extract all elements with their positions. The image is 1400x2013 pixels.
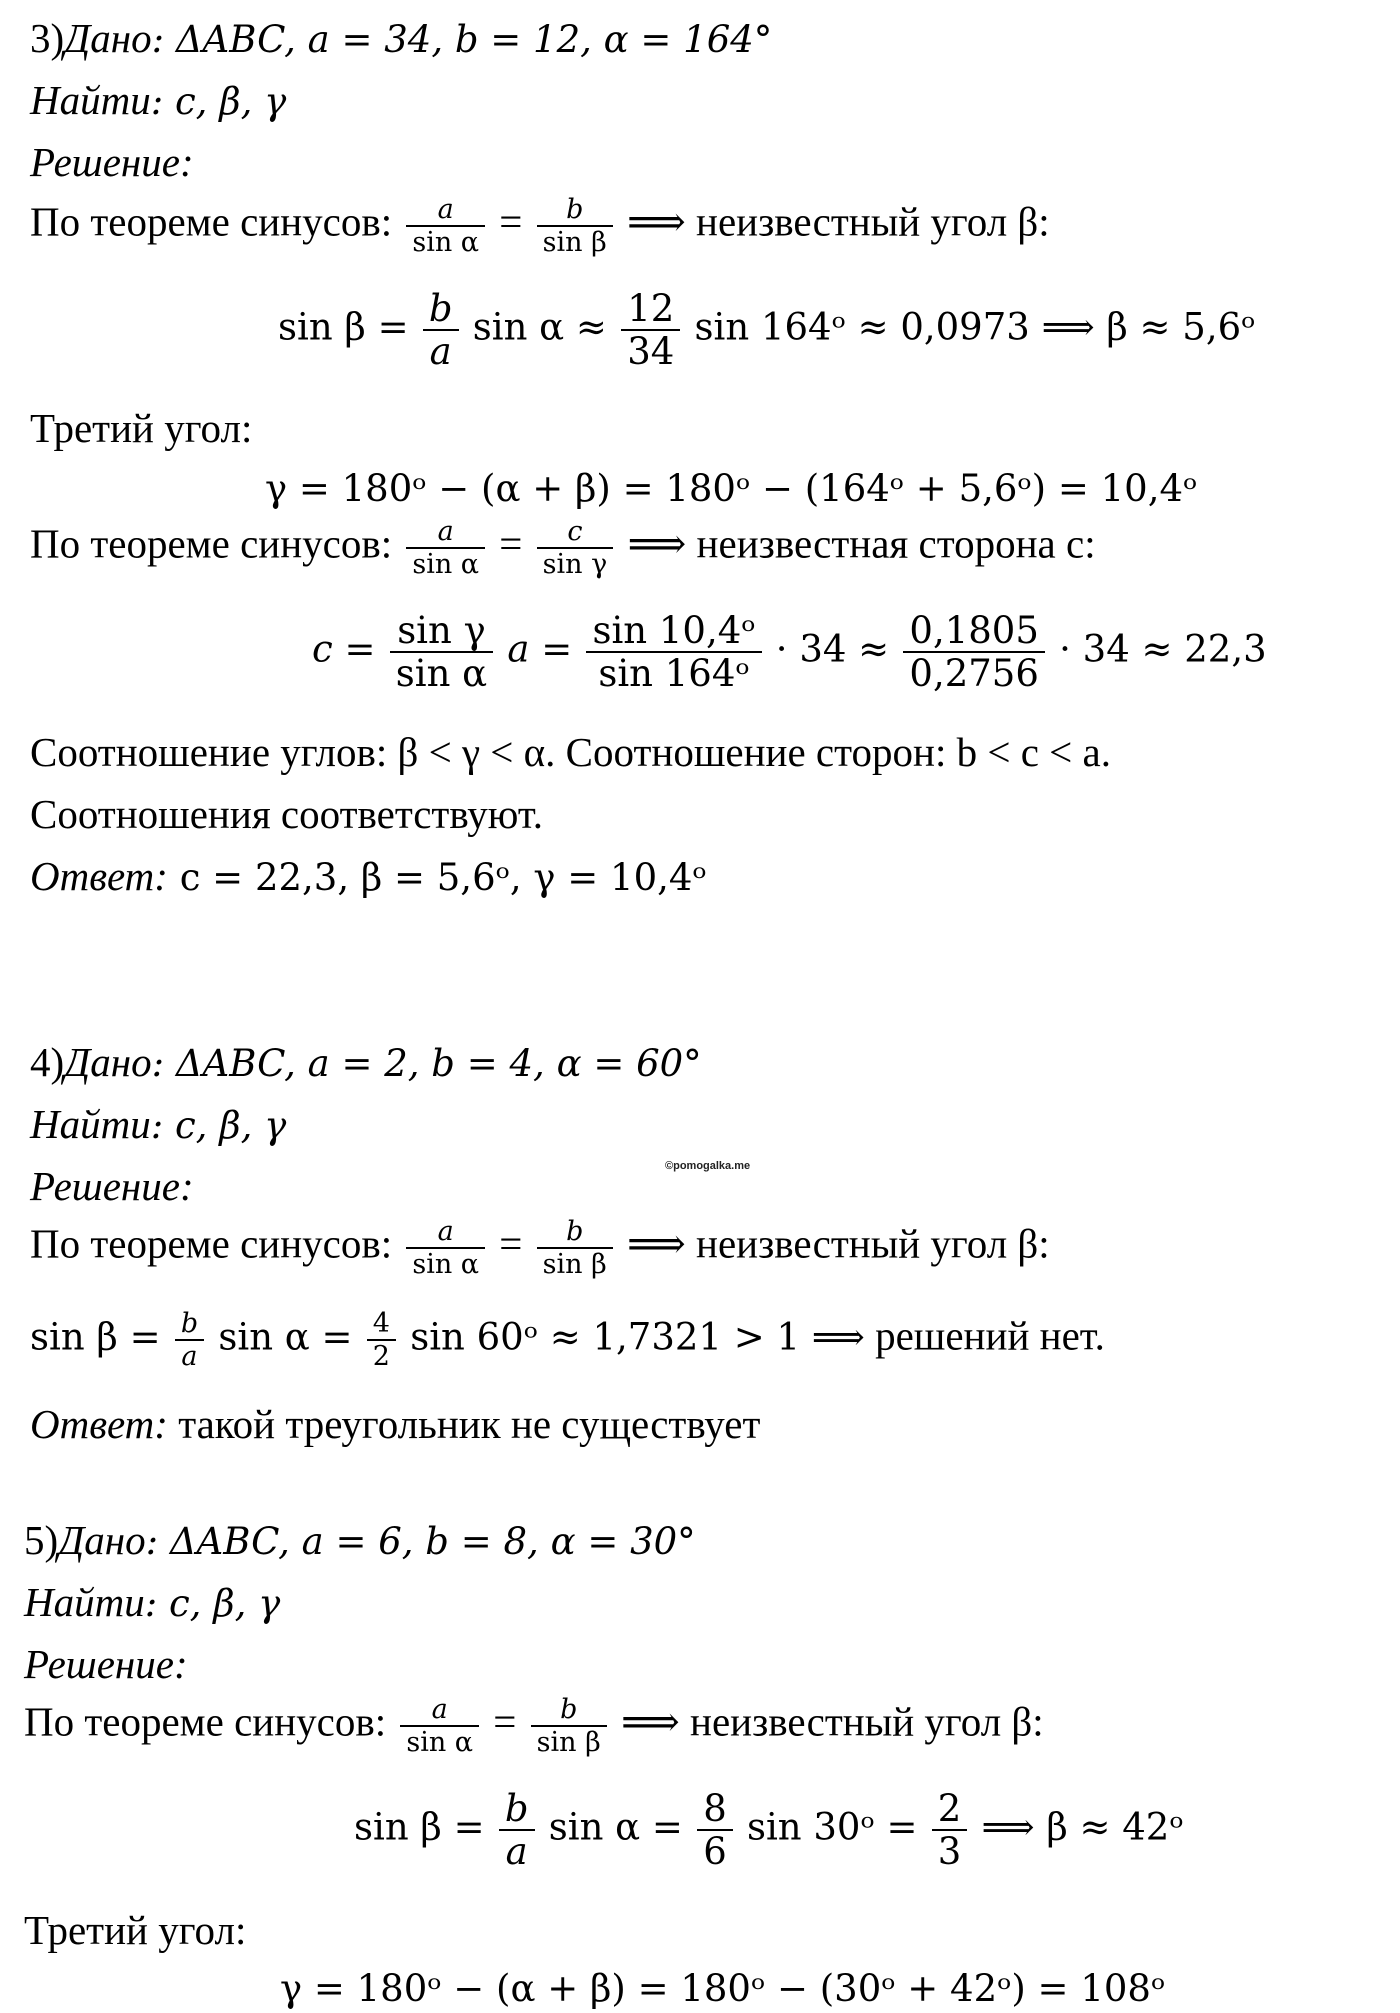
p5-law-prefix: По теореме синусов:: [24, 1698, 397, 1745]
fraction: [400, 1696, 479, 1756]
p3-law2-prefix: По теореме синусов:: [30, 520, 403, 567]
p3-law-prefix: По теореме синусов:: [30, 198, 403, 245]
p3-given-label: Дано: [64, 15, 152, 61]
fraction-denominator: 34: [627, 330, 675, 373]
p4-answer: [30, 1401, 761, 1447]
fraction: [903, 609, 1044, 695]
p3-answer-values: c = 22,3, β = 5,6ᵒ, γ = 10,4ᵒ: [167, 856, 707, 899]
fraction-denominator: sin α: [406, 1727, 474, 1758]
p4-solution-text: Решение: [30, 1163, 180, 1209]
p5-sin-beta: [354, 1787, 1184, 1873]
p3-solution-label: Решение:: [30, 139, 194, 185]
p5-find-values: : c, β, γ: [144, 1582, 281, 1625]
p3-third-angle-label: Третий угол:: [30, 405, 253, 451]
fraction: [621, 287, 680, 373]
formula-part: · 34 ≈ 22,3: [1059, 627, 1267, 671]
p5-given-label: Дано: [58, 1517, 146, 1563]
p5-given-values: : ΔABC, a = 6, b = 8, α = 30°: [145, 1520, 696, 1563]
p3-law-of-sines: [30, 196, 1050, 256]
p5-solution-label: Решение:: [24, 1641, 188, 1687]
fraction-numerator: b: [537, 1218, 613, 1249]
fraction-denominator: sin 164ᵒ: [598, 652, 750, 695]
fraction: [406, 518, 485, 578]
fraction-denominator: sin β: [536, 1727, 601, 1758]
p3-find-label: Найти: [30, 77, 151, 123]
p3-number: 3): [30, 15, 65, 61]
fraction-denominator: 0,2756: [909, 652, 1039, 695]
p4-find-label: Найти: [30, 1101, 151, 1147]
p3-sin-beta: [278, 287, 1256, 373]
formula-part: sin α =: [548, 1805, 683, 1849]
formula-part: ⟹ β ≈ 42ᵒ: [981, 1805, 1184, 1849]
formula-part: sin 60ᵒ ≈ 1,7321 > 1 ⟹: [410, 1315, 865, 1359]
fraction-numerator: a: [406, 518, 485, 549]
p4-given-label: Дано: [64, 1039, 152, 1085]
fraction-numerator: b: [423, 290, 459, 331]
formula-part: sin β =: [30, 1315, 161, 1359]
fraction-numerator: 8: [697, 1790, 733, 1831]
p3-law2-suffix: ⟹ неизвестная сторона c:: [627, 520, 1096, 567]
p3-law-suffix: ⟹ неизвестный угол β:: [627, 198, 1050, 245]
fraction: [697, 1787, 733, 1873]
fraction: [423, 287, 459, 373]
p5-law-of-sines: [24, 1696, 1044, 1756]
p4-given: [30, 1039, 702, 1085]
fraction-numerator: a: [400, 1696, 479, 1727]
equals-sign: =: [499, 520, 523, 567]
fraction: [499, 1787, 535, 1873]
p3-c-side: [312, 609, 1267, 695]
formula-part: sin α ≈: [472, 305, 607, 349]
fraction-numerator: c: [537, 518, 614, 549]
fraction-numerator: b: [175, 1310, 204, 1341]
fraction-numerator: b: [537, 196, 613, 227]
fraction: [406, 196, 485, 256]
fraction-numerator: 4: [367, 1310, 396, 1341]
p3-answer: [30, 853, 707, 899]
fraction-numerator: sin 10,4ᵒ: [586, 612, 761, 653]
fraction-numerator: b: [531, 1696, 607, 1727]
fraction-numerator: 2: [932, 1790, 968, 1831]
p3-law-of-sines-2: [30, 518, 1096, 578]
p5-find-label: Найти: [24, 1579, 145, 1625]
watermark: ©pomogalka.me: [665, 1160, 751, 1172]
formula-part: sin β =: [354, 1805, 485, 1849]
fraction-denominator: 6: [703, 1830, 727, 1873]
p3-gamma-formula: γ = 180ᵒ − (α + β) = 180ᵒ − (164ᵒ + 5,6ᵒ) = 10,4ᵒ: [265, 467, 1198, 510]
p5-solution-text: Решение: [24, 1641, 174, 1687]
fraction: [537, 196, 613, 256]
formula-part: sin α =: [218, 1315, 353, 1359]
p4-number: 4): [30, 1039, 65, 1085]
fraction-denominator: sin γ: [542, 549, 608, 580]
fraction-denominator: a: [181, 1341, 198, 1372]
fraction-denominator: sin α: [395, 652, 488, 695]
p5-law-suffix: ⟹ неизвестный угол β:: [621, 1698, 1044, 1745]
p3-find: [30, 77, 287, 123]
p5-third-angle-label: Третий угол:: [24, 1907, 247, 1953]
p4-find: [30, 1101, 287, 1147]
fraction-denominator: a: [505, 1830, 528, 1873]
fraction: [367, 1310, 396, 1370]
p4-given-values: : ΔABC, a = 2, b = 4, α = 60°: [151, 1042, 702, 1085]
p3-solution-text: Решение: [30, 139, 180, 185]
fraction: [406, 1218, 485, 1278]
fraction: [175, 1310, 204, 1370]
formula-part: · 34 ≈: [775, 627, 890, 671]
p4-law-of-sines: [30, 1218, 1050, 1278]
no-solutions-text: решений нет.: [864, 1312, 1105, 1359]
fraction-denominator: sin β: [542, 227, 607, 258]
fraction-denominator: sin α: [412, 1249, 480, 1280]
fraction-numerator: sin γ: [390, 612, 493, 653]
p4-law-prefix: По теореме синусов:: [30, 1220, 403, 1267]
formula-part: sin β =: [278, 305, 409, 349]
fraction-numerator: a: [406, 1218, 485, 1249]
fraction-denominator: 2: [372, 1341, 390, 1372]
p3-find-values: : c, β, γ: [150, 80, 287, 123]
fraction-denominator: sin β: [542, 1249, 607, 1280]
p3-given: [30, 15, 773, 61]
formula-part: sin 164ᵒ ≈ 0,0973 ⟹ β ≈ 5,6ᵒ: [694, 305, 1256, 349]
p5-gamma-formula: γ = 180ᵒ − (α + β) = 180ᵒ − (30ᵒ + 42ᵒ) = 108ᵒ: [280, 1967, 1166, 2010]
fraction-numerator: 0,1805: [903, 612, 1044, 653]
p4-answer-label: Ответ:: [30, 1401, 168, 1447]
p3-given-values: : ΔABC, a = 34, b = 12, α = 164°: [151, 18, 773, 61]
formula-part: c =: [312, 627, 376, 671]
fraction: [531, 1696, 607, 1756]
fraction: [390, 609, 493, 695]
fraction-denominator: sin α: [412, 227, 480, 258]
p4-find-values: : c, β, γ: [150, 1104, 287, 1147]
p4-sin-beta: [30, 1310, 1105, 1370]
p3-match: Соотношения соответствуют.: [30, 791, 543, 837]
p5-find: [24, 1579, 281, 1625]
p3-answer-label: Ответ:: [30, 853, 168, 899]
p4-law-suffix: ⟹ неизвестный угол β:: [627, 1220, 1050, 1267]
fraction-numerator: 12: [621, 290, 680, 331]
p3-ratio: Соотношение углов: β < γ < α. Соотношение сторон: b < c < a.: [30, 729, 1111, 775]
equals-sign: =: [499, 198, 523, 245]
p4-answer-text: такой треугольник не существует: [167, 1401, 761, 1447]
p4-solution-label: Решение:: [30, 1163, 194, 1209]
fraction-denominator: 3: [937, 1830, 962, 1873]
fraction-denominator: a: [429, 330, 452, 373]
equals-sign: =: [493, 1698, 517, 1745]
formula-part: sin 30ᵒ =: [746, 1805, 918, 1849]
p5-given: [24, 1517, 696, 1563]
fraction-numerator: b: [499, 1790, 535, 1831]
fraction: [537, 1218, 613, 1278]
fraction-numerator: a: [406, 196, 485, 227]
equals-sign: =: [499, 1220, 523, 1267]
fraction: [932, 1787, 968, 1873]
fraction-denominator: sin α: [412, 549, 480, 580]
fraction: [537, 518, 614, 578]
fraction: [586, 609, 761, 695]
p5-number: 5): [24, 1517, 59, 1563]
formula-part: a =: [507, 627, 573, 671]
